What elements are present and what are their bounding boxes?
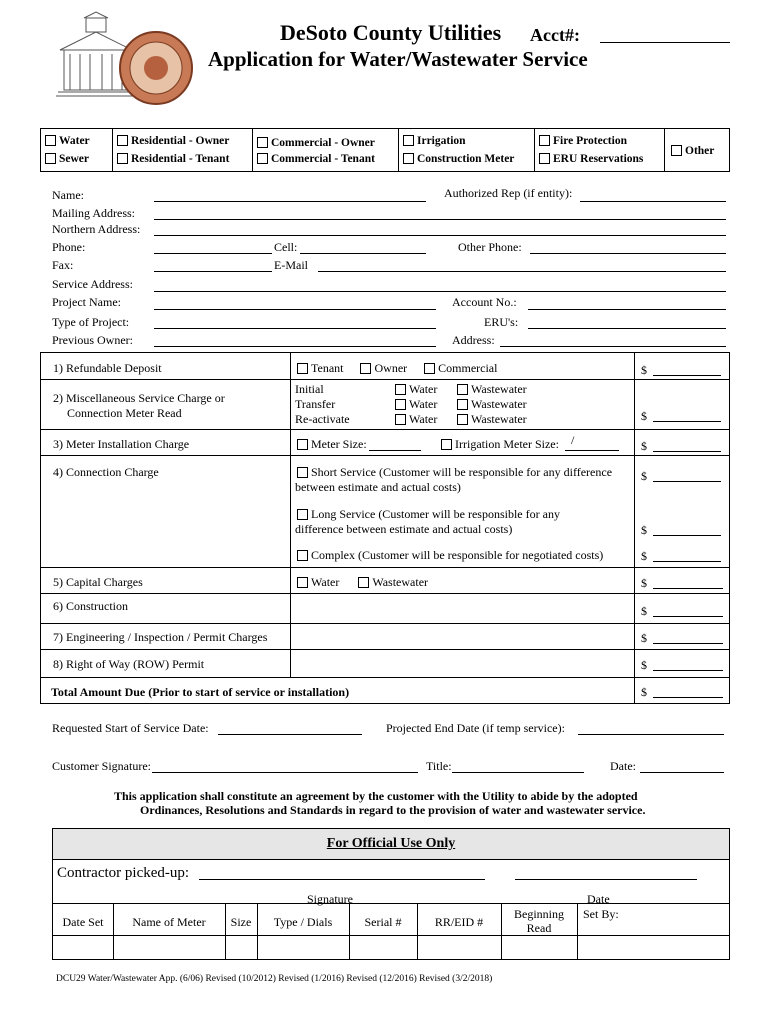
commercial-tenant-checkbox[interactable]: [257, 153, 268, 164]
entry-size[interactable]: [226, 936, 257, 959]
misc-service-label: 2) Miscellaneous Service Charge or: [53, 391, 225, 405]
reactivate-water-checkbox[interactable]: [395, 414, 406, 425]
transfer-water-checkbox[interactable]: [395, 399, 406, 410]
erus-label: ERU's:: [484, 315, 519, 329]
total-amount-field[interactable]: [653, 697, 723, 698]
commercial-label: Commercial: [438, 361, 498, 375]
connection-meter-read-label: Connection Meter Read: [67, 406, 182, 420]
residential-tenant-label: Residential - Tenant: [131, 153, 230, 165]
reactivate-water-label: Water: [409, 412, 438, 426]
northern-address-field[interactable]: [154, 235, 726, 236]
col-beginning-read: [501, 907, 577, 935]
col-set-by: Set By:: [583, 907, 619, 921]
previous-owner-label: Previous Owner:: [52, 333, 133, 347]
transfer-options: [395, 397, 437, 412]
initial-wastewater-checkbox[interactable]: [457, 384, 468, 395]
commercial-owner-checkbox[interactable]: [257, 137, 268, 148]
short-amount-field[interactable]: [653, 481, 721, 482]
reactivate-wastewater-label: Wastewater: [471, 412, 527, 426]
end-date-label: Projected End Date (if temp service):: [386, 721, 565, 735]
mailing-address-field[interactable]: [154, 219, 726, 220]
initial-water-checkbox[interactable]: [395, 384, 406, 395]
service-col-irrigation: [399, 129, 535, 171]
engineering-dollar: $: [641, 631, 647, 645]
initial-options: [395, 382, 437, 397]
title-label: Title:: [426, 759, 452, 773]
initial-label: Initial: [295, 382, 324, 396]
long-amount-field[interactable]: [653, 535, 721, 536]
capital-options: [297, 575, 428, 590]
service-col-other: [665, 129, 729, 171]
tenant-label: Tenant: [311, 361, 344, 375]
charges-table: [40, 352, 730, 704]
meter-dollar: $: [641, 439, 647, 453]
commercial-tenant-label: Commercial - Tenant: [271, 153, 375, 165]
residential-tenant-checkbox[interactable]: [117, 153, 128, 164]
initial-water-label: Water: [409, 382, 438, 396]
email-field[interactable]: [318, 271, 726, 272]
account-label: Acct#:: [530, 25, 580, 45]
start-date-label: Requested Start of Service Date:: [52, 721, 209, 735]
customer-signature-label: Customer Signature:: [52, 759, 151, 773]
fire-protection-label: Fire Protection: [553, 135, 627, 147]
short-service-label: Short Service (Customer will be responsible for any difference: [311, 465, 613, 479]
county-logo: [56, 10, 206, 110]
name-label: Name:: [52, 188, 84, 202]
water-checkbox[interactable]: [45, 135, 56, 146]
commercial-checkbox[interactable]: [424, 363, 435, 374]
sewer-checkbox[interactable]: [45, 153, 56, 164]
transfer-wastewater-label: Wastewater: [471, 397, 527, 411]
owner-label: Owner: [374, 361, 408, 375]
title-field[interactable]: [452, 772, 584, 773]
col-name-of-meter: Name of Meter: [132, 915, 206, 929]
service-type-table: [40, 128, 730, 172]
long-service-option: [297, 507, 560, 522]
phone-label: Phone:: [52, 240, 86, 254]
type-of-project-field[interactable]: [154, 328, 436, 329]
entry-name-of-meter[interactable]: [114, 936, 225, 959]
col-date-set: Date Set: [62, 915, 104, 929]
construction-amount-field[interactable]: [653, 616, 723, 617]
date-label: Date:: [610, 759, 636, 773]
mailing-address-label: Mailing Address:: [52, 206, 135, 220]
row-permit-amount-field[interactable]: [653, 670, 723, 671]
meter-size-label: Meter Size:: [311, 437, 367, 451]
tenant-checkbox[interactable]: [297, 363, 308, 374]
agreement-line-2: Ordinances, Resolutions and Standards in regard to the provision of water and wastewater service.: [140, 803, 646, 817]
complex-label: Complex (Customer will be responsible for negotiated costs): [311, 548, 604, 562]
reactivate-wastewater-checkbox[interactable]: [457, 414, 468, 425]
irrigation-meter-checkbox[interactable]: [441, 439, 452, 450]
authorized-rep-field[interactable]: [580, 201, 726, 202]
deposit-amount-field[interactable]: [653, 375, 721, 376]
engineering-amount-field[interactable]: [653, 643, 723, 644]
total-amount-label: Total Amount Due (Prior to start of service or installation): [51, 685, 350, 699]
complex-option: [297, 548, 603, 563]
reactivate-label: Re-activate: [295, 412, 350, 426]
service-address-field[interactable]: [154, 291, 726, 292]
water-label: Water: [59, 135, 90, 147]
agreement-line-1: This application shall constitute an agreement by the customer with the Utility to abide by the adopted: [114, 789, 638, 803]
capital-wastewater-checkbox[interactable]: [358, 577, 369, 588]
service-col-fire: [535, 129, 665, 171]
row-permit-label: 8) Right of Way (ROW) Permit: [53, 657, 205, 671]
construction-dollar: $: [641, 604, 647, 618]
complex-checkbox[interactable]: [297, 550, 308, 561]
deposit-options: [297, 361, 497, 376]
complex-dollar: $: [641, 549, 647, 563]
meter-size-slash: /: [571, 433, 575, 447]
cell-field[interactable]: [300, 253, 426, 254]
reactivate-options: [395, 412, 437, 427]
other-label: Other: [685, 145, 715, 157]
residential-owner-label: Residential - Owner: [131, 135, 230, 147]
short-dollar: $: [641, 469, 647, 483]
short-service-detail: between estimate and actual costs): [295, 480, 461, 494]
cell-label: Cell:: [274, 240, 298, 254]
project-name-field[interactable]: [154, 309, 436, 310]
entry-set-by[interactable]: [578, 936, 728, 959]
transfer-wastewater-checkbox[interactable]: [457, 399, 468, 410]
fax-field[interactable]: [154, 271, 272, 272]
misc-amount-field[interactable]: [653, 421, 721, 422]
row-permit-dollar: $: [641, 658, 647, 672]
capital-amount-field[interactable]: [653, 588, 723, 589]
entry-beginning-read[interactable]: [502, 936, 577, 959]
irrigation-meter-size-label: Irrigation Meter Size:: [455, 437, 559, 451]
service-col-commercial: [253, 129, 399, 171]
phone-field[interactable]: [154, 253, 272, 254]
short-service-checkbox[interactable]: [297, 467, 308, 478]
read-label: Read: [526, 921, 552, 935]
capital-dollar: $: [641, 576, 647, 590]
sewer-label: Sewer: [59, 153, 90, 165]
fax-label: Fax:: [52, 258, 74, 272]
entry-date-set[interactable]: [53, 936, 113, 959]
northern-address-label: Northern Address:: [52, 222, 141, 236]
short-service-option: [297, 465, 612, 480]
long-service-checkbox[interactable]: [297, 509, 308, 520]
irrigation-checkbox[interactable]: [403, 135, 414, 146]
capital-water-label: Water: [311, 575, 340, 589]
entry-serial[interactable]: [350, 936, 417, 959]
name-field[interactable]: [154, 201, 426, 202]
previous-owner-address-label: Address:: [452, 333, 495, 347]
col-type-dials: Type / Dials: [273, 915, 333, 929]
account-no-field[interactable]: [528, 309, 726, 310]
irrigation-meter-option: [441, 437, 559, 452]
meter-amount-field[interactable]: [653, 451, 721, 452]
end-date-field[interactable]: [578, 734, 724, 735]
form-title: Application for Water/Wastewater Service: [208, 47, 588, 71]
other-checkbox[interactable]: [671, 145, 682, 156]
irrigation-meter-size-field[interactable]: [565, 450, 619, 451]
refundable-deposit-label: 1) Refundable Deposit: [53, 361, 162, 375]
capital-charges-label: 5) Capital Charges: [53, 575, 143, 589]
type-of-project-label: Type of Project:: [52, 315, 130, 329]
complex-amount-field[interactable]: [653, 561, 721, 562]
col-size: Size: [230, 915, 252, 929]
date-caption: Date: [587, 892, 610, 906]
authorized-rep-label: Authorized Rep (if entity):: [444, 186, 573, 200]
fire-protection-checkbox[interactable]: [539, 135, 550, 146]
engineering-label: 7) Engineering / Inspection / Permit Charges: [53, 630, 268, 644]
other-phone-label: Other Phone:: [458, 240, 522, 254]
account-no-label: Account No.:: [452, 295, 517, 309]
long-service-label: Long Service (Customer will be responsible for any: [311, 507, 560, 521]
service-address-label: Service Address:: [52, 277, 133, 291]
previous-owner-field[interactable]: [154, 346, 436, 347]
initial-wastewater-label: Wastewater: [471, 382, 527, 396]
form-revision-footer: DCU29 Water/Wastewater App. (6/06) Revised (10/2012) Revised (1/2016) Revised (12/2016) Revised (3/2/2018): [56, 974, 493, 984]
construction-meter-label: Construction Meter: [417, 153, 515, 165]
entry-rr-eid[interactable]: [418, 936, 501, 959]
meter-size-field[interactable]: [369, 450, 421, 451]
irrigation-label: Irrigation: [417, 135, 466, 147]
eru-reservations-label: ERU Reservations: [553, 153, 644, 165]
connection-charge-label: 4) Connection Charge: [53, 465, 159, 479]
meter-size-option: [297, 437, 367, 452]
eru-reservations-checkbox[interactable]: [539, 153, 550, 164]
construction-meter-checkbox[interactable]: [403, 153, 414, 164]
date-field[interactable]: [640, 772, 724, 773]
erus-field[interactable]: [528, 328, 726, 329]
contractor-picked-up-field[interactable]: [199, 879, 485, 880]
signature-caption: Signature: [307, 892, 353, 906]
meter-size-checkbox[interactable]: [297, 439, 308, 450]
long-service-detail: difference between estimate and actual costs): [295, 522, 513, 536]
deposit-dollar: $: [641, 363, 647, 377]
capital-wastewater-label: Wastewater: [372, 575, 429, 589]
commercial-owner-label: Commercial - Owner: [271, 137, 375, 149]
start-date-field[interactable]: [218, 734, 362, 735]
account-number-field[interactable]: [600, 42, 730, 43]
contractor-picked-up-label: Contractor picked-up:: [57, 865, 190, 881]
reactivate-ww-options: [457, 412, 527, 427]
transfer-water-label: Water: [409, 397, 438, 411]
long-dollar: $: [641, 523, 647, 537]
entry-type-dials[interactable]: [258, 936, 349, 959]
beginning-label: Beginning: [514, 907, 564, 921]
other-phone-field[interactable]: [530, 253, 726, 254]
meter-installation-label: 3) Meter Installation Charge: [53, 437, 190, 451]
previous-owner-address-field[interactable]: [500, 346, 726, 347]
org-title: DeSoto County Utilities: [280, 20, 502, 45]
owner-checkbox[interactable]: [360, 363, 371, 374]
col-rr-eid: RR/EID #: [434, 915, 484, 929]
construction-label: 6) Construction: [53, 599, 128, 613]
contractor-date-field[interactable]: [515, 879, 697, 880]
residential-owner-checkbox[interactable]: [117, 135, 128, 146]
project-name-label: Project Name:: [52, 295, 121, 309]
official-use-heading: For Official Use Only: [53, 829, 729, 860]
service-col-water: [41, 129, 113, 171]
service-col-residential: [113, 129, 253, 171]
misc-dollar: $: [641, 409, 647, 423]
total-dollar: $: [641, 685, 647, 699]
email-label: E-Mail: [274, 258, 308, 272]
col-serial: Serial #: [364, 915, 402, 929]
transfer-ww-options: [457, 397, 527, 412]
customer-signature-field[interactable]: [152, 772, 418, 773]
capital-water-checkbox[interactable]: [297, 577, 308, 588]
initial-ww-options: [457, 382, 527, 397]
transfer-label: Transfer: [295, 397, 336, 411]
official-use-box: [52, 828, 730, 960]
